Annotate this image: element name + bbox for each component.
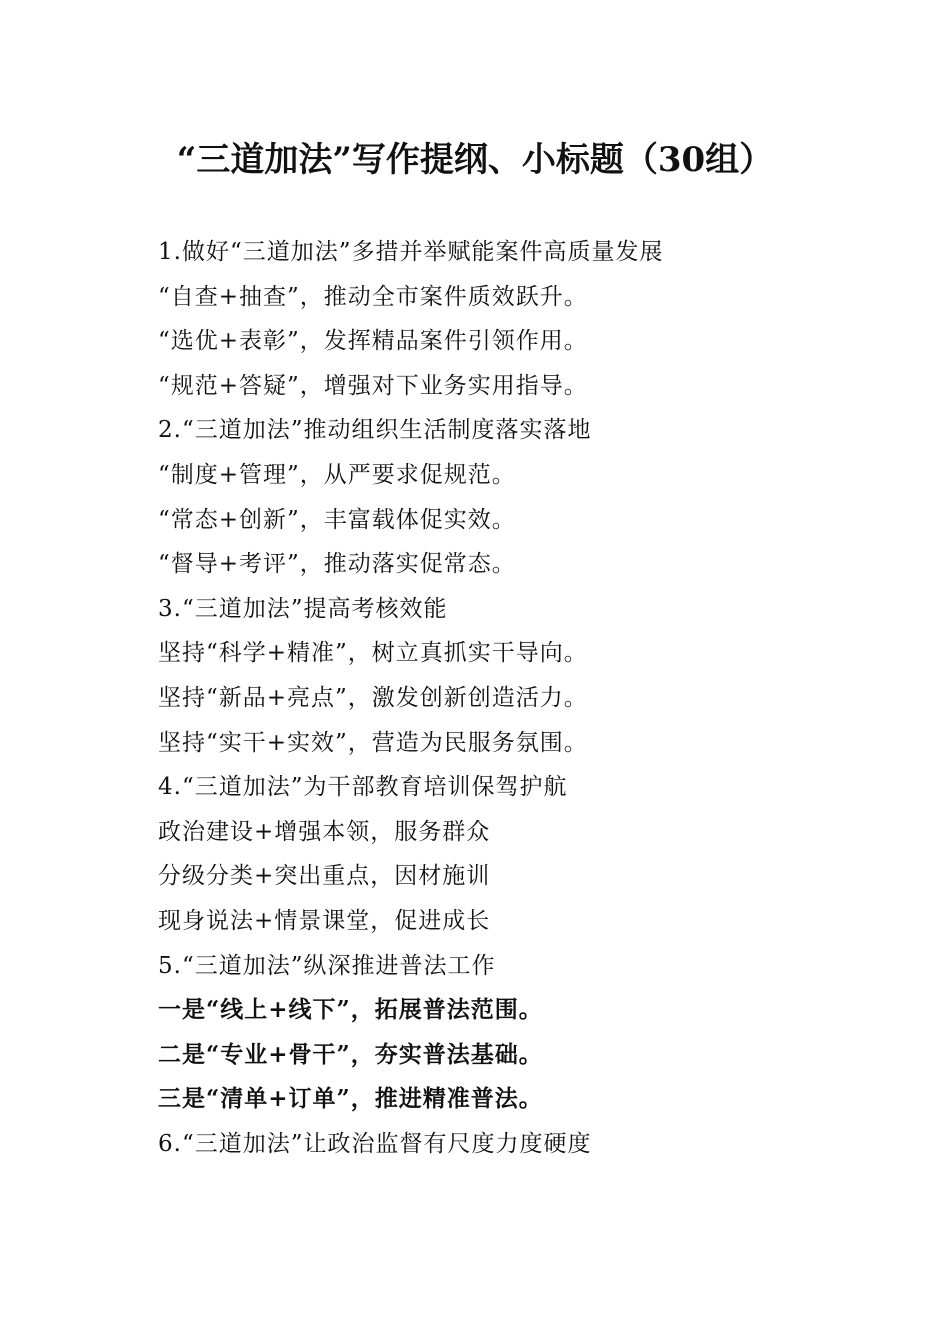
outline-subheading: “规范+答疑”，增强对下业务实用指导。	[158, 372, 588, 399]
outline-subheading: 坚持“实干+实效”，营造为民服务氛围。	[158, 729, 588, 756]
outline-subheading: 分级分类+突出重点，因材施训	[158, 863, 491, 890]
outline-subheading: “制度+管理”，从严要求促规范。	[158, 461, 516, 488]
outline-subheading: 政治建设+增强本领，服务群众	[158, 818, 491, 845]
outline-subheading: “自查+抽查”，推动全市案件质效跃升。	[158, 283, 588, 310]
outline-subheading: 坚持“科学+精准”，树立真抓实干导向。	[158, 640, 588, 667]
outline-subheading: 三是“清单+订单”，推进精准普法。	[158, 1085, 543, 1113]
outline-heading-4: 4.“三道加法”为干部教育培训保驾护航	[158, 774, 568, 801]
outline-subheading: “常态+创新”，丰富载体促实效。	[158, 506, 516, 533]
outline-subheading: 二是“专业+骨干”，夯实普法基础。	[158, 1040, 543, 1068]
outline-subheading: 现身说法+情景课堂，促进成长	[158, 907, 491, 934]
outline-heading-6: 6.“三道加法”让政治监督有尺度力度硬度	[158, 1130, 592, 1157]
outline-subheading: “督导+考评”，推动落实促常态。	[158, 551, 516, 578]
outline-subheading: 坚持“新品+亮点”，激发创新创造活力。	[158, 684, 588, 711]
outline-heading-5: 5.“三道加法”纵深推进普法工作	[158, 952, 496, 979]
document-title: “三道加法”写作提纲、小标题（30组）	[176, 140, 774, 180]
outline-heading-3: 3.“三道加法”提高考核效能	[158, 595, 448, 622]
outline-subheading: “选优+表彰”，发挥精品案件引领作用。	[158, 328, 588, 355]
outline-subheading: 一是“线上+线下”，拓展普法范围。	[158, 996, 543, 1024]
document-body	[158, 230, 878, 1166]
outline-heading-2: 2.“三道加法”推动组织生活制度落实落地	[158, 417, 592, 444]
outline-heading-1: 1.做好“三道加法”多措并举赋能案件高质量发展	[158, 239, 664, 265]
